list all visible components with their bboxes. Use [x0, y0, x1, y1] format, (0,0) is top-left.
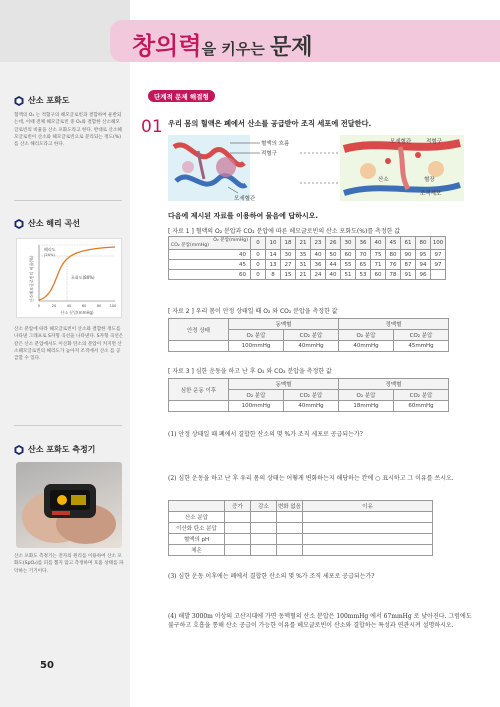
title-end: 문제	[269, 35, 313, 60]
o2-col: 18	[281, 237, 296, 250]
illus-label: 모세혈관	[390, 139, 412, 145]
table-row: 체온	[169, 545, 433, 556]
o2-col: 23	[311, 237, 326, 250]
page-title	[132, 26, 312, 61]
sidebar-section-curve	[14, 218, 124, 235]
answer-cell[interactable]	[225, 534, 251, 545]
o2-col: 100	[431, 237, 446, 250]
circulation-illustration	[168, 133, 468, 205]
sidebar-text-1: 혈액의 O₂ 는 적혈구의 헤모글로빈과 결합하여 운반되는데, 이때 전체 헤모글로빈 중 O₂와 결합한 산소헤모글로빈의 비율을 산소 포화도라고 한다. 반대로 산소헤모글로빈이 산소와 헤모글로빈으로 분리되는 정도(%)를 산소 해리도라고 한다.	[14, 113, 122, 148]
illus-label: 산소	[378, 177, 389, 183]
table-row: 혈액의 pH	[169, 534, 433, 545]
illus-label: 모세혈관	[234, 196, 256, 202]
question-2: (2) 심한 운동을 하고 난 후 우리 몸의 상태는 어떻게 변화하는지 해당하는 칸에 ○ 표시하고 그 이유를 쓰시오.	[168, 475, 454, 482]
sidebar-section-saturation	[14, 95, 124, 149]
question-number: 01	[141, 117, 163, 137]
graph-label-sat: 포화도(80%)	[71, 275, 95, 280]
sidebar-title-1: 산소 포화도	[28, 96, 70, 105]
instruction: 다음에 제시된 자료를 이용하여 물음에 답하시오.	[168, 212, 319, 220]
table-row: 60 0 8 15 21 24 40 51 53 60 78 91 96	[169, 270, 446, 280]
graph-label-dissoc-val: (20%)	[44, 253, 55, 257]
title-big: 창의력	[132, 32, 202, 60]
question-text: 우리 몸의 혈액은 폐에서 산소를 공급받아 조직 세포에 전달한다.	[168, 119, 372, 128]
hexagon-icon	[14, 96, 24, 106]
table-row: 100mmHg 40mmHg 18mmHg 60mmHg	[169, 401, 449, 412]
oximeter-photo	[16, 462, 122, 548]
xtick: 100	[109, 304, 117, 308]
answer-cell[interactable]	[251, 523, 277, 534]
o2-col: 61	[401, 237, 416, 250]
step-badge: 단계적 문제 해결형	[148, 90, 215, 102]
o2-col: 10	[266, 237, 281, 250]
divider	[14, 425, 122, 426]
table-row: 40 0 14 30 35 40 50 60 70 75 80 90 95 97	[169, 250, 446, 260]
o2-col: 21	[296, 237, 311, 250]
answer-cell[interactable]	[277, 512, 303, 523]
sidebar-section-curve-text	[14, 326, 124, 363]
illus-label: 혈장	[424, 177, 435, 183]
graph-ylabel: 산소헤모글로빈의 비율(%)	[29, 255, 34, 303]
question-4: (4) 해발 3000m 이상의 고산지대에 가면 동맥혈의 산소 분압은 100mmHg 에서 67mmHg 로 낮아진다. 그럼에도 불구하고 호흡을 통해 산소 공급이 가능한 이유를 헤모글로빈이 산소와 결합하는 특성과 연관시켜 설명하시오.	[168, 613, 472, 630]
reason-cell[interactable]	[303, 512, 433, 523]
answer-cell[interactable]	[251, 534, 277, 545]
xtick: 80	[96, 304, 102, 308]
answer-cell[interactable]	[225, 545, 251, 556]
table-row: 산소 분압	[169, 512, 433, 523]
hexagon-icon	[14, 445, 24, 455]
sidebar-section-oximeter-text	[14, 553, 124, 575]
sidebar-title-2: 산소 해리 곡선	[28, 219, 80, 228]
reason-cell[interactable]	[303, 534, 433, 545]
table-row: 100mmHg 40mmHg 40mmHg 45mmHg	[169, 341, 449, 352]
data1-table	[168, 236, 446, 280]
answer-cell[interactable]	[225, 523, 251, 534]
xtick: 40	[66, 304, 72, 308]
o2-col: 40	[371, 237, 386, 250]
xtick: 20	[51, 304, 57, 308]
corner-bottom: CO₂ 분압(mmHg)	[171, 243, 209, 249]
data2-table: 안정 상태 동맥혈 정맥혈 O₂ 분압 CO₂ 분압 O₂ 분압 CO₂ 분압 100mmHg 40mmHg 40mmHg 45mmHg	[168, 318, 449, 352]
table-row: 이산화 탄소 분압	[169, 523, 433, 534]
data1-label: [ 자료 1 ] 혈액의 O₂ 분압과 CO₂ 분압에 따른 헤모글로빈의 산소 포화도(%)를 측정한 값	[168, 228, 401, 235]
reason-cell[interactable]	[303, 523, 433, 534]
page-number: 50	[40, 660, 54, 671]
illus-label: 혈액의 흐름	[261, 141, 290, 147]
title-mid: 을 키우는	[201, 40, 270, 58]
o2-col: 30	[341, 237, 356, 250]
table-row: 45 0 13 27 31 36 44 55 65 71 76 87 94 97	[169, 260, 446, 270]
illus-label: 조직세포	[420, 191, 442, 197]
question-1: (1) 안정 상태일 때 폐에서 결합한 산소의 몇 %가 조직 세포로 공급되는가?	[168, 431, 363, 438]
answer-table: 증가 감소 변화 없음 이유 산소 분압 이산화 탄소 분압 혈액의 pH 체온	[168, 500, 433, 556]
hexagon-icon	[14, 219, 24, 229]
data2-label: [ 자료 2 ] 우리 몸이 안정 상태일 때 O₂ 와 CO₂ 분압을 측정한 값	[168, 308, 338, 315]
data3-table: 심한 운동 이후 동맥혈 정맥혈 O₂ 분압 CO₂ 분압 O₂ 분압 CO₂ 분압 100mmHg 40mmHg 18mmHg 60mmHg	[168, 378, 449, 412]
dissociation-curve-graph	[16, 238, 122, 318]
o2-col: 26	[326, 237, 341, 250]
graph-xlabel: 산소 분압(mmHg)	[60, 310, 94, 315]
sidebar-text-3: 산소 포화도 측정기는 전자의 원리를 이용하여 산소 포화도(SpO₂)를 피를 뽑지 않고 측정하며 호흡 상태를 파악하는 기기이다.	[14, 554, 124, 574]
xtick: 60	[81, 304, 87, 308]
o2-col: 80	[416, 237, 431, 250]
o2-col: 0	[251, 237, 266, 250]
answer-cell[interactable]	[277, 534, 303, 545]
answer-cell[interactable]	[225, 512, 251, 523]
answer-cell[interactable]	[277, 545, 303, 556]
sidebar-section-oximeter	[14, 444, 124, 461]
answer-cell[interactable]	[251, 512, 277, 523]
o2-col: 36	[356, 237, 371, 250]
answer-cell[interactable]	[251, 545, 277, 556]
xtick: 0	[37, 304, 41, 308]
illus-label: 적혈구	[261, 151, 277, 157]
reason-cell[interactable]	[303, 545, 433, 556]
o2-col: 45	[386, 237, 401, 250]
answer-cell[interactable]	[277, 523, 303, 534]
graph-label-dissoc: 해리도	[44, 247, 56, 252]
sidebar-title-3: 산소 포화도 측정기	[28, 445, 96, 454]
corner-top: O₂ 분압(mmHg)	[213, 238, 248, 243]
data3-label: [ 자료 3 ] 심한 운동을 하고 난 후 O₂ 와 CO₂ 분압을 측정한 값	[168, 368, 332, 375]
sidebar-text-2: 산소 분압에 따라 헤모글로빈이 산소와 결합한 정도를 나타낸 그래프로 S자형 곡선을 나타낸다. S자형 곡선은 같은 산소 분압에서도 이산화 탄소의 분압이 커지면 산소헤모글로빈의 해리도가 높아져 조직에서 산소 를 공급할 수 있다.	[14, 327, 124, 362]
divider	[14, 200, 122, 201]
question-3: (3) 심한 운동 이후에는 폐에서 결합한 산소의 몇 %가 조직 세포로 공급되는가?	[168, 573, 375, 580]
illus-label: 적혈구	[426, 139, 442, 145]
